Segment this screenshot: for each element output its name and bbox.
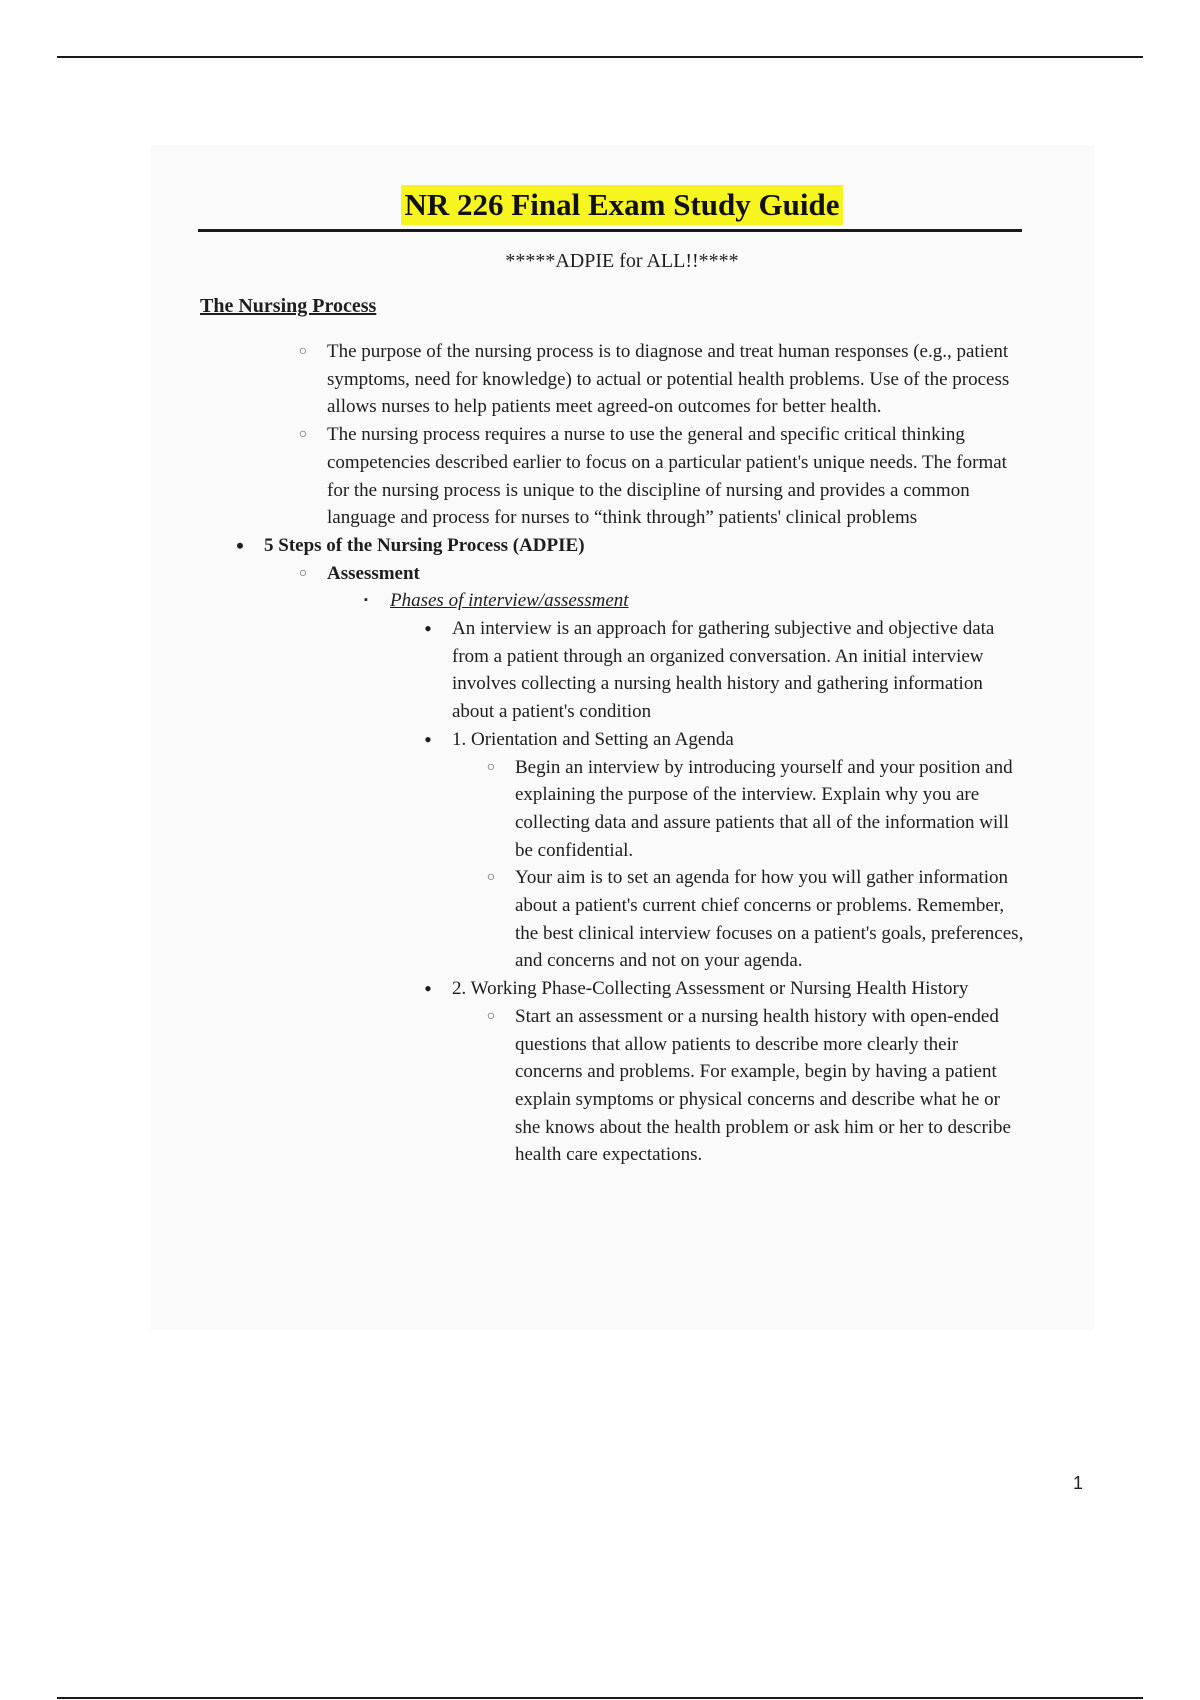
list-item-text: 1. Orientation and Setting an Agenda — [452, 728, 734, 750]
list-item-text: Start an assessment or a nursing health history with open-ended questions that allow patients to describe more clearly their concerns and problems. For example, begin by having a patient explain symptoms or physical concerns and describe what he or she knows about the health problem or ask him or her to describe health care expectations. — [515, 1005, 1011, 1166]
list-item-text: The nursing process requires a nurse to use the general and specific critical thinking competencies described earlier to focus on a particular patient's unique needs. The format for the nursing process is unique to the discipline of nursing and provides a common language and process for nurses to “think through” patients' clinical problems — [327, 424, 1007, 529]
list-item-text: Assessment — [327, 562, 420, 584]
list-item-text: The purpose of the nursing process is to diagnose and treat human responses (e.g., patient symptoms, need for knowledge) to actual or potential health problems. Use of the process allows nurses to help patients meet agreed-on outcomes for better health. — [327, 341, 1010, 418]
list-item-text: Begin an interview by introducing yourself and your position and explaining the purpose of the interview. Explain why you are collecting data and assure patients that all of the information will be confidential. — [515, 756, 1013, 861]
list-item-text: 2. Working Phase-Collecting Assessment or Nursing Health History — [452, 978, 969, 1000]
list-item — [150, 587, 1022, 615]
hollow-circle-bullet-icon: ○ — [486, 870, 496, 886]
outline-list — [150, 338, 1094, 1169]
hollow-circle-bullet-icon: ○ — [298, 427, 308, 443]
list-item — [150, 532, 1022, 560]
page-top-rule — [57, 56, 1143, 58]
hollow-circle-bullet-icon: ○ — [486, 759, 496, 775]
square-bullet-icon: ▪ — [364, 594, 368, 607]
list-item — [150, 975, 1022, 1003]
filled-dot-bullet-icon: • — [424, 616, 432, 642]
list-item — [150, 338, 1022, 421]
page-number: 1 — [1073, 1473, 1084, 1493]
list-item — [150, 726, 1022, 754]
title-wrapper — [150, 185, 1094, 225]
document-title: NR 226 Final Exam Study Guide — [401, 185, 844, 225]
title-underline-rule — [198, 229, 1022, 232]
hollow-circle-bullet-icon: ○ — [298, 344, 308, 359]
hollow-circle-bullet-icon: ○ — [298, 565, 308, 581]
hollow-circle-bullet-icon: ○ — [486, 1008, 496, 1024]
list-item-text: 5 Steps of the Nursing Process (ADPIE) — [264, 534, 585, 556]
list-item — [150, 864, 1027, 975]
list-item-text: An interview is an approach for gathering subjective and objective data from a patient through an organized conversation. An initial interview involves collecting a nursing health history and gathering information about a patient's condition — [452, 618, 995, 723]
list-item — [150, 1003, 1027, 1169]
list-item-text: Your aim is to set an agenda for how you will gather information about a patient's current chief concerns or problems. Remember, the best clinical interview focuses on a patient's goals, preferences, and concerns and not on your agenda. — [515, 867, 1024, 972]
scanned-document-page — [150, 145, 1094, 1330]
document-subtitle: *****ADPIE for ALL!!**** — [505, 250, 739, 272]
filled-dot-bullet-icon: • — [424, 976, 432, 1002]
list-item — [150, 754, 1027, 865]
section-heading: The Nursing Process — [200, 295, 377, 317]
list-item-text: Phases of interview/assessment — [390, 590, 629, 612]
page-bottom-rule — [57, 1697, 1143, 1699]
list-item — [150, 560, 1022, 588]
list-item — [150, 421, 1022, 532]
list-item — [150, 615, 1022, 726]
filled-dot-bullet-icon: • — [236, 532, 244, 558]
filled-dot-bullet-icon: • — [424, 726, 432, 752]
